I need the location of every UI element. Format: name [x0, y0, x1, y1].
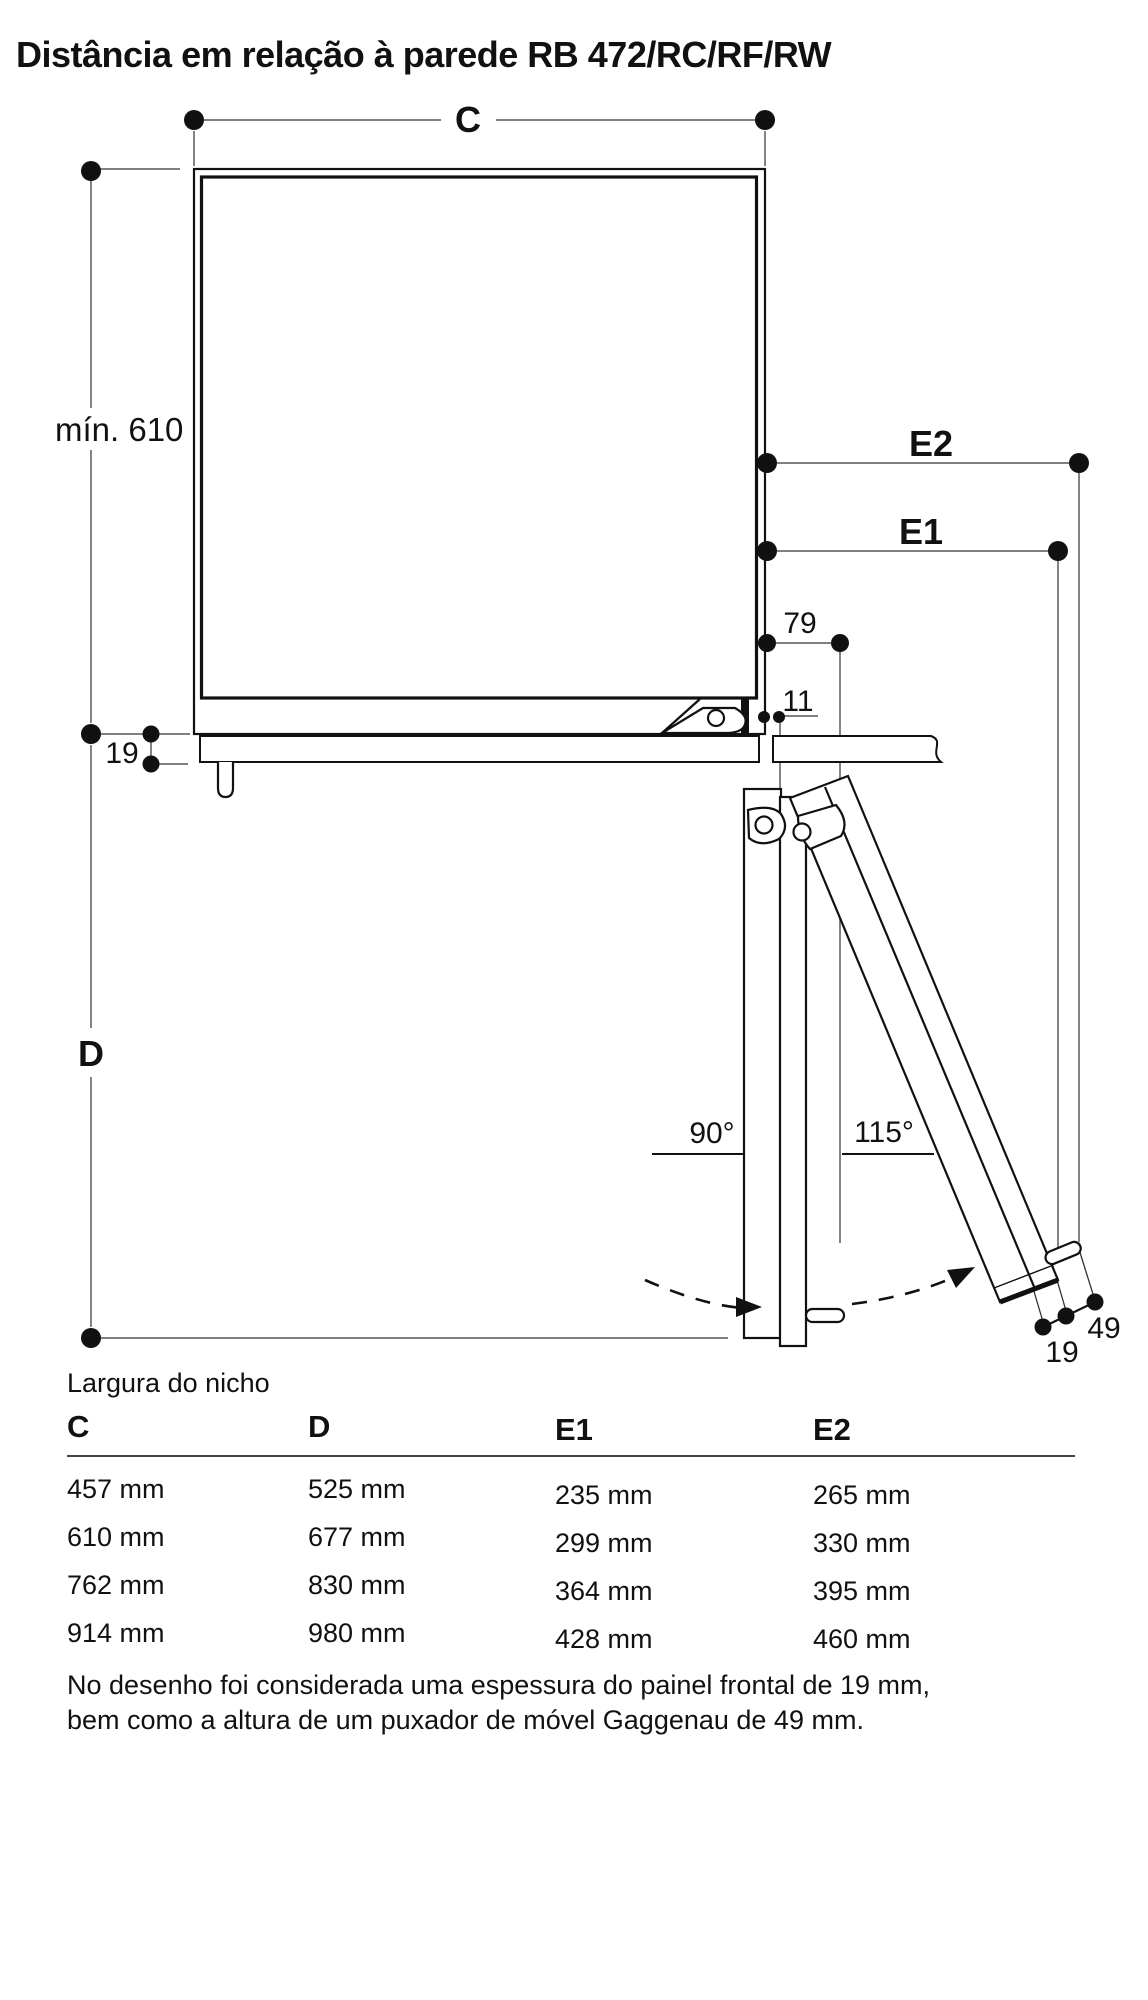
dimension-lines	[91, 120, 1079, 1338]
cell-e1-3: 428 mm	[555, 1624, 653, 1654]
cell-e1-0: 235 mm	[555, 1480, 653, 1510]
dim-label-e1: E1	[898, 511, 944, 552]
door-handle-115	[1044, 1240, 1083, 1266]
col-header-c: C	[67, 1409, 90, 1444]
col-header-d: D	[308, 1409, 331, 1444]
cell-e1-1: 299 mm	[555, 1528, 653, 1558]
col-header-e1: E1	[555, 1412, 593, 1447]
wall-bracket	[218, 762, 233, 797]
dim-label-79: 79	[783, 607, 817, 640]
col-header-e2: E2	[813, 1412, 851, 1447]
dim-label-19-left: 19	[105, 737, 139, 770]
cell-e2-1: 330 mm	[813, 1528, 911, 1558]
dim-label-e2: E2	[908, 423, 954, 464]
table-caption: Largura do nicho	[67, 1368, 270, 1398]
page-title: Distância em relação à parede RB 472/RC/RF/RW	[16, 34, 832, 75]
dim-label-19-right: 19	[1045, 1336, 1079, 1369]
footnote	[67, 1668, 1077, 1738]
cabinet-outline	[194, 169, 765, 734]
cell-c-0: 457 mm	[67, 1474, 165, 1504]
door-open-115	[790, 776, 1083, 1302]
angle-label-90: 90°	[689, 1117, 735, 1150]
dim-label-49: 49	[1087, 1312, 1121, 1345]
cell-c-2: 762 mm	[67, 1570, 165, 1600]
hinge-circle-left	[756, 817, 773, 834]
cell-d-1: 677 mm	[308, 1522, 406, 1552]
arrowhead-icon	[947, 1267, 975, 1288]
hinge-circle-right	[794, 824, 811, 841]
footnote-line-1: No desenho foi considerada uma espessura do painel frontal de 19 mm,	[67, 1670, 931, 1700]
cell-e2-0: 265 mm	[813, 1480, 911, 1510]
cell-d-2: 830 mm	[308, 1570, 406, 1600]
cell-d-3: 980 mm	[308, 1618, 406, 1648]
cell-e2-2: 395 mm	[813, 1576, 911, 1606]
dim-label-c: C	[455, 99, 481, 140]
footnote-line-2: bem como a altura de um puxador de móvel Gaggenau de 49 mm.	[67, 1705, 864, 1735]
cell-e2-3: 460 mm	[813, 1624, 911, 1654]
cell-e1-2: 364 mm	[555, 1576, 653, 1606]
door-handle-90	[806, 1309, 844, 1322]
dim-label-11: 11	[782, 685, 814, 718]
cell-c-3: 914 mm	[67, 1618, 165, 1648]
dim-label-d: D	[78, 1033, 104, 1074]
panel-break	[773, 736, 941, 762]
cell-d-0: 525 mm	[308, 1474, 406, 1504]
dim-label-min-depth: mín. 610	[55, 411, 184, 448]
cell-c-1: 610 mm	[67, 1522, 165, 1552]
angle-label-115: 115°	[854, 1116, 914, 1149]
hinge-pivot-icon	[708, 710, 724, 726]
niche-width-table	[67, 1368, 1087, 1654]
